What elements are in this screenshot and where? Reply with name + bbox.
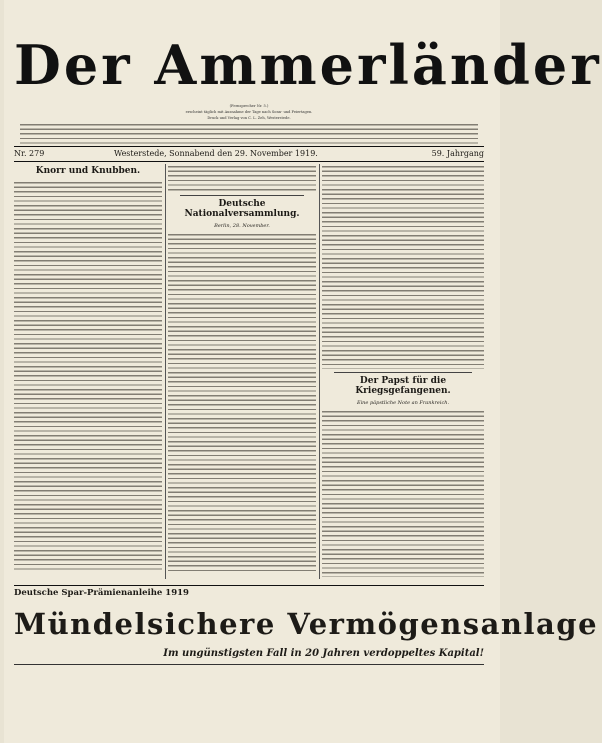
- header-info-line: erscheint täglich mit Ausnahme der Tage nach Sonn- und Feiertagen.: [185, 110, 313, 114]
- issue-number: Nr. 279: [14, 149, 45, 158]
- issue-date: Westerstede, Sonnabend den 29. November 1919.: [114, 149, 318, 158]
- article-body: [168, 232, 316, 572]
- issue-year: 59. Jahrgang: [431, 149, 484, 158]
- column-divider: [165, 164, 166, 579]
- issue-bar: [14, 146, 484, 162]
- advertisement-subline: Im ungünstigsten Fall in 20 Jahren verdoppeltes Kapital!: [163, 648, 484, 659]
- article-headline: Deutsche Nationalversammlung.: [184, 199, 300, 219]
- article-body: [322, 409, 484, 577]
- advertisement-headline: Mündelsichere Vermögensanlage: [14, 607, 599, 641]
- article-body: [322, 164, 484, 369]
- advertisement-rule: [14, 664, 484, 665]
- masthead-title: Der Ammerländer: [14, 33, 602, 97]
- advertisement-header: [14, 585, 484, 598]
- article-body: [168, 164, 316, 192]
- article-column-2: [168, 164, 316, 564]
- header-imprint-line: Druck und Verlag von C. L. Zeh, Westerstede.: [207, 116, 291, 120]
- article-headline: Knorr und Knubben.: [35, 166, 141, 176]
- header-fine-print: [20, 122, 478, 144]
- column-divider: [319, 164, 320, 579]
- article-headline: Der Papst für die Kriegsgefangenen.: [355, 376, 451, 396]
- article-column-1: [14, 164, 162, 564]
- article-body: [14, 180, 162, 572]
- header-phone: (Fernsprecher Nr. 5.): [229, 104, 269, 108]
- article-column-3: [322, 164, 484, 564]
- advertisement-title: Deutsche Spar-Prämienanleihe 1919: [14, 588, 189, 598]
- article-dateline: Berlin, 28. November.: [214, 223, 270, 229]
- article-subheadline: Eine päpstliche Note an Frankreich.: [356, 400, 450, 406]
